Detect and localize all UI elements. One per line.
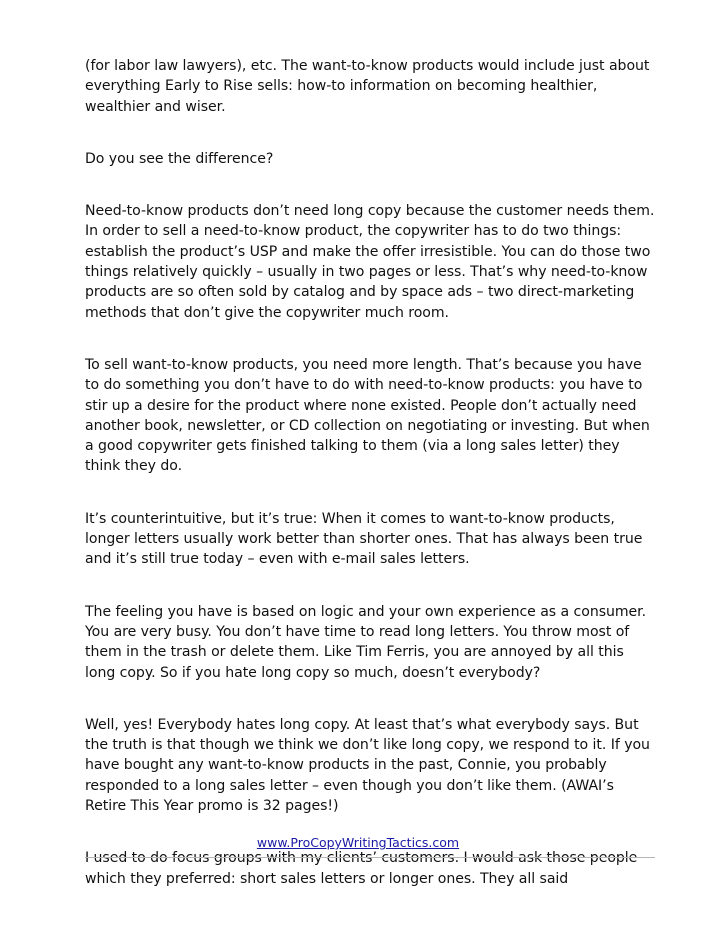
footer-divider <box>85 857 655 858</box>
paragraph-8: I used to do focus groups with my clients’ customers. I would ask those people which they preferred: short sales letters or longer ones. They all said <box>85 850 638 887</box>
page-footer <box>85 834 655 852</box>
paragraph-4: To sell want-to-know products, you need more length. That’s because you have to do something you don’t have to do with need-to-know products: you have to stir up a desire for the product where none existed. People don’t actually need another book, newsletter, or CD collection on negotiating or investing. But when a good copywriter gets finished talking to them (via a long sales letter) they think they do. <box>85 356 650 475</box>
paragraph-1: (for labor law lawyers), etc. The want-to-know products would include just about everything Early to Rise sells: how-to information on becoming healthier, wealthier and wiser. <box>85 58 650 115</box>
paragraph-7: Well, yes! Everybody hates long copy. At least that’s what everybody says. But the truth is that though we think we don’t like long copy, we respond to it. If you have bought any want-to-know products in the past, Connie, you probably responded to a long sales letter – even though you don’t like them. (AWAI’s Retire This Year promo is 32 pages!) <box>85 716 650 815</box>
body-text <box>85 56 655 921</box>
paragraph-3: Need-to-know products don’t need long copy because the customer needs them. In order to sell a need-to-know product, the copywriter has to do two things: establish the product’s USP and make the offer irresistible. You can do those two things relatively quickly – usually in two pages or less. That’s why need-to-know products are so often sold by catalog and by space ads – two direct-marketing methods that don’t give the copywriter much room. <box>85 203 655 321</box>
paragraph-2: Do you see the difference? <box>85 150 274 167</box>
footer-website-link[interactable]: www.ProCopyWritingTactics.com <box>256 835 460 850</box>
paragraph-6: The feeling you have is based on logic and your own experience as a consumer. You are very busy. You don’t have time to read long letters. You throw most of them in the trash or delete them. Like Tim Ferris, you are annoyed by all this long copy. So if you hate long copy so much, doesn’t everybody? <box>85 603 647 681</box>
paragraph-5: It’s counterintuitive, but it’s true: When it comes to want-to-know products, longer letters usually work better than shorter ones. That has always been true and it’s still true today – even with e-mail sales letters. <box>85 510 643 568</box>
